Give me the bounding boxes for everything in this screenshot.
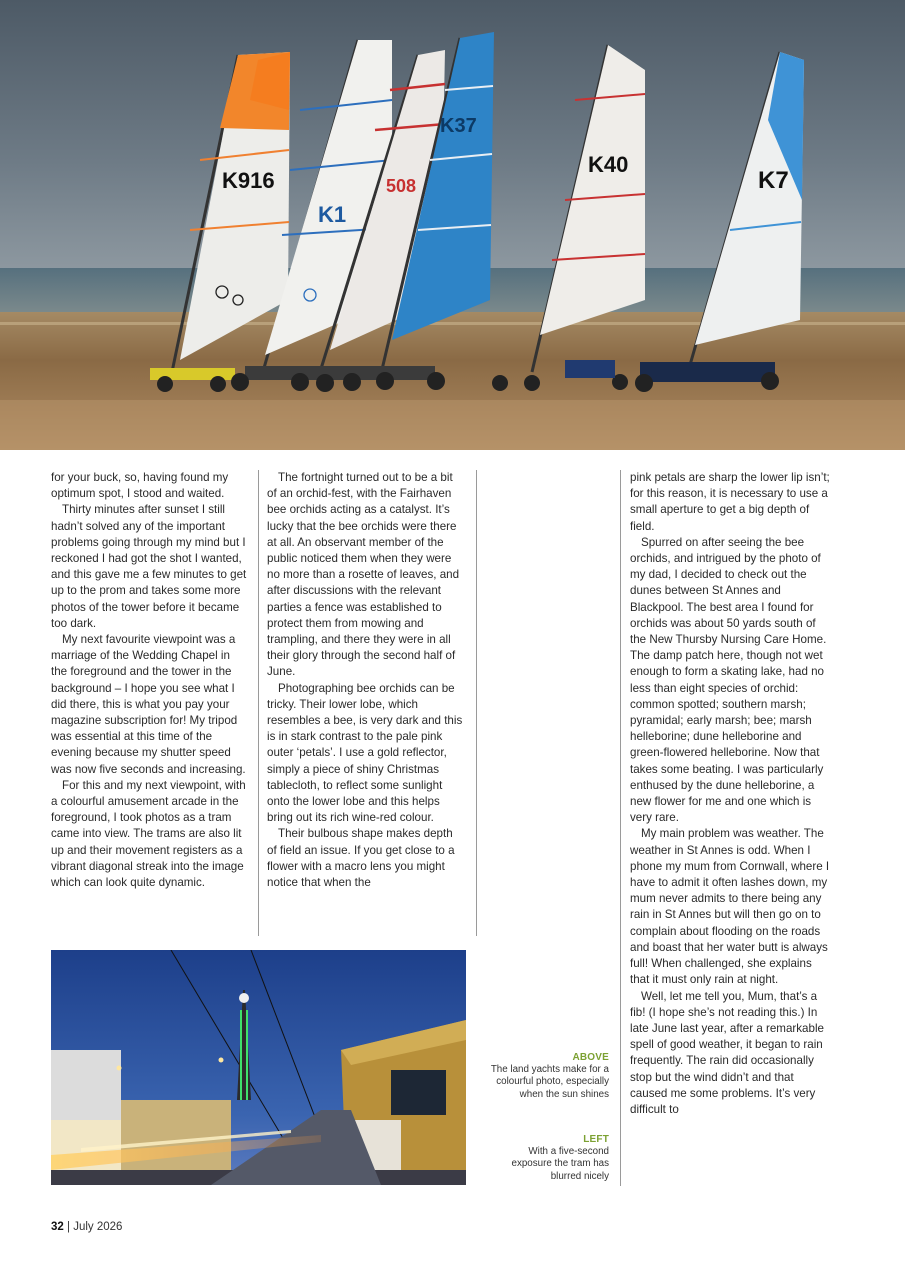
paragraph: My next favourite viewpoint was a marriage of the Wedding Chapel in the foreground and the tower in the background – I hope you see what I did there, this is what you pay your magazine subscription for! My tripod was essential at this time of the evening because my shutter speed was now five seconds and increasing.: [51, 633, 246, 776]
text-column-4: [630, 470, 830, 1118]
sail-number-k40: K40: [588, 152, 629, 177]
sail-number-k7: K7: [758, 167, 789, 194]
text-column-1: [51, 470, 247, 891]
caption-label: LEFT: [583, 1134, 609, 1145]
paragraph: Thirty minutes after sunset I still hadn’t solved any of the important problems going through my mind but I reckoned I had got the shot I wanted, and this gave me a few minutes to get up to the prom and takes some more photos of the tower before it became too dark.: [51, 503, 247, 630]
paragraph: For this and my next viewpoint, with a colourful amusement arcade in the foreground, I took photos as a tram came into view. The trams are also lit up and their movement registers as a vibrant diagonal streak into the image which can look quite dynamic.: [51, 778, 246, 890]
sail-number-k37: K37: [440, 115, 477, 137]
paragraph: Photographing bee orchids can be tricky. Their lower lobe, which resembles a bee, is very dark and this is in stark contrast to the pale pink outer ‘petals’. I use a gold reflector, simply a piece of shiny Christmas tablecloth, to reflect some sunlight onto the lower lobe and this helps bring out its rich wine-red colour.: [267, 681, 463, 825]
sail-number-k916: K916: [222, 168, 275, 193]
caption-text: With a five-second exposure the tram has blurred nicely: [511, 1146, 609, 1182]
sail-number-508: 508: [386, 176, 417, 196]
tram-tower-photo: [51, 950, 466, 1185]
caption-left: [489, 1134, 609, 1183]
sail-number-k1: K1: [318, 202, 347, 227]
column-divider: [620, 470, 621, 1186]
paragraph: Spurred on after seeing the bee orchids, and intrigued by the photo of my dad, I decided to check out the dunes between St Annes and Blackpool. The best area I found for orchids was about 50 yards south of the New Thursby Nursing Care Home. The damp patch here, though not wet enough to form a skating lake, had no less than eight species of orchid: common spotted; southern marsh; pyramidal; early marsh; bee; marsh helleborine; dune helleborine and green-flowered helleborine. Now that takes some beating. I was particularly enthused by the dune helleborine, a new flower for me and one which is very rare.: [630, 535, 827, 825]
caption-above: [489, 1052, 609, 1101]
footer-separator: |: [63, 1221, 74, 1233]
caption-text: The land yachts make for a colourful photo, especially when the sun shines: [490, 1064, 609, 1100]
page-footer: [51, 1221, 122, 1233]
paragraph: for your buck, so, having found my optimum spot, I stood and waited.: [51, 471, 229, 501]
paragraph: pink petals are sharp the lower lip isn’t; for this reason, it is necessary to use a small aperture to get a big depth of field.: [630, 471, 830, 533]
column-divider: [258, 470, 259, 936]
issue-date: July 2026: [73, 1221, 123, 1233]
paragraph: Well, let me tell you, Mum, that’s a fib! (I hope she’s not reading this.) In late June last year, after a remarkable spell of good weather, it began to rain frequently. The rain did occasionally stop but the wind didn’t and that caused me some problems. It’s very difficult to: [630, 989, 824, 1116]
paragraph: My main problem was weather. The weather in St Annes is odd. When I phone my mum from Cornwall, where I have to admit it often lashes down, my mum never admits to there being any rain in St Annes but will then go on to complain about flooding on the roads and boast that her water butt is always full! When challenged, she explains that it must only rain at night.: [630, 827, 830, 987]
paragraph: Their bulbous shape makes depth of field an issue. If you get close to a flower with a macro lens you might notice that when the: [267, 827, 455, 890]
land-yachts-photo: [0, 0, 905, 450]
paragraph: The fortnight turned out to be a bit of an orchid-fest, with the Fairhaven bee orchids acting as a catalyst. It’s lucky that the bee orchids were there at all. An observant member of the public noticed them when they were no more than a rosette of leaves, and after discussions with the relevant parties a fence was established to protect them from mowing and trampling, and there they were in all their glory through the second half of June.: [267, 471, 460, 679]
text-column-2: [267, 470, 463, 891]
caption-label: ABOVE: [572, 1052, 609, 1063]
column-divider: [476, 470, 477, 936]
page-number: 32: [51, 1221, 64, 1233]
